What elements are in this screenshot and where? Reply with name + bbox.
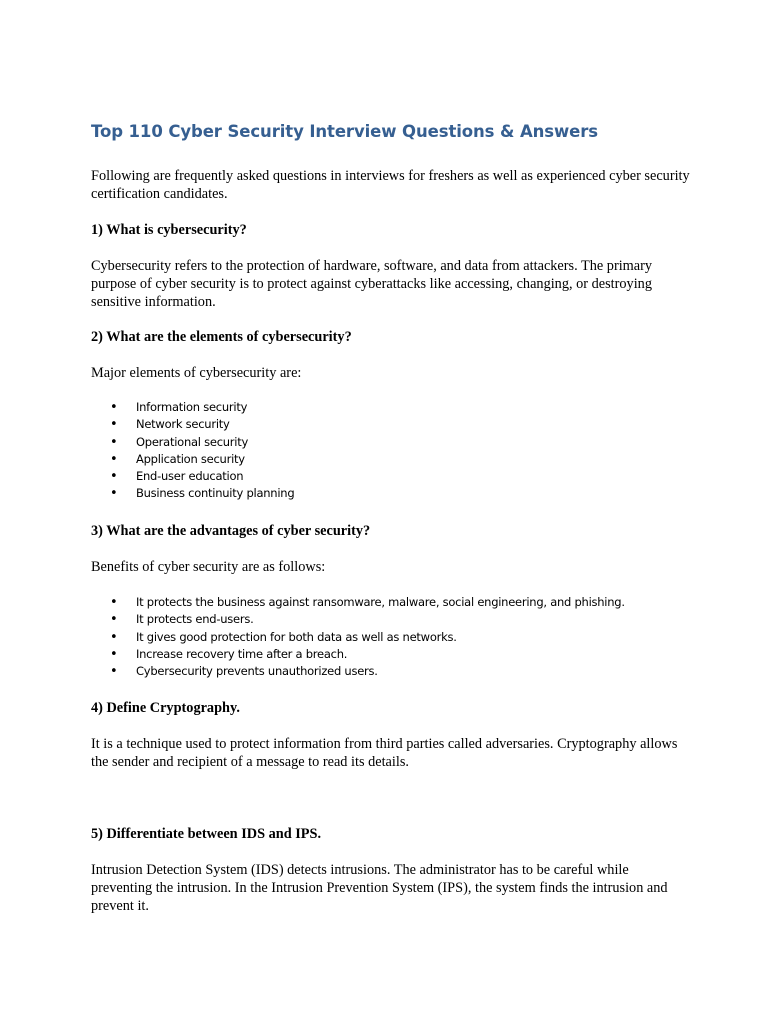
advantages-list — [110, 594, 625, 680]
list-item: • It gives good protection for both data as well as networks. — [110, 629, 457, 645]
list-item: • Network security — [110, 417, 230, 433]
document-title: Top 110 Cyber Security Interview Questions & Answers — [91, 122, 599, 141]
elements-list — [110, 399, 294, 503]
question-2-lead: Major elements of cybersecurity are: — [91, 365, 302, 381]
bullet-icon: • — [110, 469, 118, 485]
bullet-icon: • — [110, 486, 118, 502]
question-4-answer: It is a technique used to protect information from third parties called adversaries. Cryptography allows the sender and recipient of a message to read its details. — [91, 736, 678, 770]
bullet-icon: • — [110, 400, 118, 415]
question-2-heading: 2) What are the elements of cybersecurity? — [91, 329, 352, 345]
list-item: • Information security — [110, 400, 248, 415]
list-item: • Application security — [110, 451, 245, 467]
bullet-icon: • — [110, 595, 118, 610]
list-item: • It protects end-users. — [110, 612, 254, 628]
question-3-lead: Benefits of cyber security are as follows: — [91, 559, 326, 575]
bullet-icon: • — [110, 612, 118, 628]
bullet-icon: • — [110, 664, 118, 680]
intro-paragraph: Following are frequently asked questions in interviews for freshers as well as experienced cyber security certification candidates. — [91, 168, 690, 202]
bullet-icon: • — [110, 629, 118, 645]
list-item: • Cybersecurity prevents unauthorized users. — [110, 664, 378, 680]
list-item: • It protects the business against ransomware, malware, social engineering, and phishing. — [110, 595, 625, 610]
question-5-heading: 5) Differentiate between IDS and IPS. — [91, 826, 322, 842]
question-1-answer: Cybersecurity refers to the protection of hardware, software, and data from attackers. The primary purpose of cyber security is to protect against cyberattacks like accessing, changing, or destroying sensitive information. — [91, 258, 653, 310]
bullet-icon: • — [110, 417, 118, 433]
question-3-heading: 3) What are the advantages of cyber security? — [91, 523, 371, 539]
list-item: • Operational security — [110, 434, 249, 450]
list-item: • End-user education — [110, 469, 244, 485]
bullet-icon: • — [110, 451, 118, 467]
question-5-answer: Intrusion Detection System (IDS) detects intrusions. The administrator has to be careful while preventing the intrusion. In the Intrusion Prevention System (IPS), the system finds the intrusion and prevent it. — [91, 862, 668, 914]
bullet-icon: • — [110, 646, 118, 662]
list-item: • Business continuity planning — [110, 486, 295, 502]
list-item: • Increase recovery time after a breach. — [110, 646, 348, 662]
bullet-icon: • — [110, 434, 118, 450]
question-1-heading: 1) What is cybersecurity? — [91, 222, 247, 238]
question-4-heading: 4) Define Cryptography. — [91, 700, 240, 716]
